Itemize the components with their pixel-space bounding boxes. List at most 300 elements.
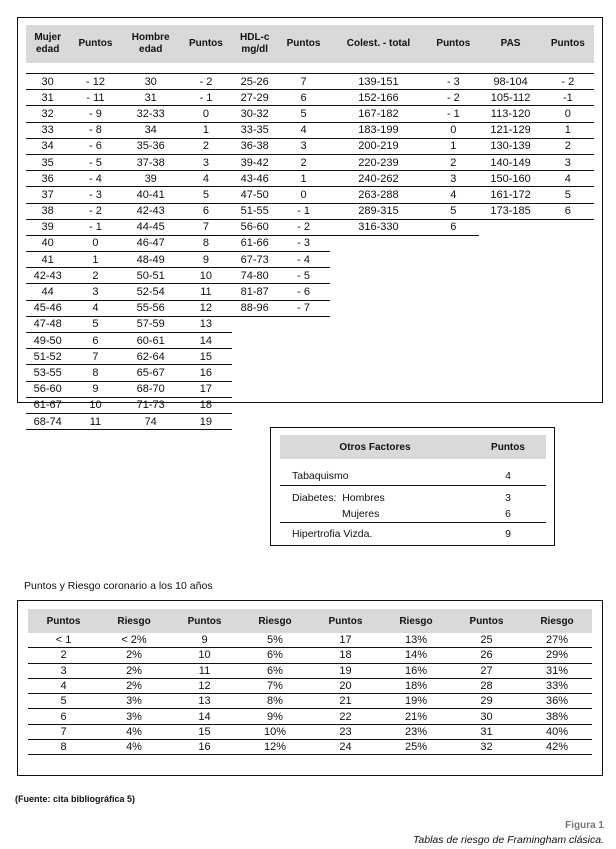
table-cell: 105-112 [479,90,541,106]
table-row [26,365,594,381]
table-cell: - 3 [427,74,479,90]
table-cell: - 3 [277,235,329,251]
table-cell [542,316,594,332]
table-cell [479,300,541,316]
table-cell: 40% [522,724,592,739]
table-cell: 0 [69,235,121,251]
table-cell: 5 [69,316,121,332]
table-cell [277,365,329,381]
table-cell: 14 [180,333,232,349]
table-cell [330,252,428,268]
table-cell: 56-60 [26,381,69,397]
table-cell: 26 [451,648,522,663]
risk-table-header-cell: Puntos [169,609,240,633]
other-factors-points-header: Puntos [470,435,546,459]
table-cell: 13 [180,316,232,332]
table-cell: 88-96 [232,300,277,316]
table-cell: 3 [180,154,232,170]
table-cell: 27% [522,633,592,648]
table-row [26,138,594,154]
table-cell: 2% [99,663,169,678]
table-cell: 27-29 [232,90,277,106]
table-cell: - 1 [427,106,479,122]
table-cell: 12% [240,740,310,755]
table-cell: 56-60 [232,219,277,235]
table-row [28,633,592,648]
table-cell [232,316,277,332]
table-cell: 6 [28,709,99,724]
table-cell: 30 [122,74,180,90]
table-cell: 7% [240,678,310,693]
table-cell: 19 [310,663,381,678]
table-cell: 39 [122,171,180,187]
points-table-header-cell: PAS [479,25,541,63]
table-cell [479,235,541,251]
table-cell: 2 [69,268,121,284]
table-cell: - 9 [69,106,121,122]
table-cell: 49-50 [26,333,69,349]
risk-table-header-cell: Riesgo [240,609,310,633]
points-table-header-cell: Hombre edad [122,25,180,63]
table-cell: 98-104 [479,74,541,90]
table-cell [542,349,594,365]
table-cell: 7 [28,724,99,739]
table-cell: 4 [28,678,99,693]
table-cell: 2 [277,154,329,170]
hipertrofia-points: 9 [505,528,511,540]
table-cell [479,381,541,397]
table-row [28,740,592,755]
table-cell: 316-330 [330,219,428,235]
table-cell: 18 [180,397,232,413]
table-cell: 4 [542,171,594,187]
table-cell [330,333,428,349]
table-cell: 5 [542,187,594,203]
table-cell: 13% [381,633,451,648]
table-row [28,724,592,739]
table-cell: 2 [180,138,232,154]
table-row [26,187,594,203]
table-cell: 33% [522,678,592,693]
table-cell [427,381,479,397]
table-cell [427,333,479,349]
table-cell [330,397,428,413]
table-cell: 5 [427,203,479,219]
table-cell: 3 [28,663,99,678]
table-cell: 140-149 [479,154,541,170]
table-cell: 150-160 [479,171,541,187]
table-cell: 61-67 [26,397,69,413]
table-cell: 4% [99,724,169,739]
table-cell: 121-129 [479,122,541,138]
table-cell [542,284,594,300]
table-cell [427,365,479,381]
table-cell [479,349,541,365]
table-cell: 3% [99,694,169,709]
table-cell [277,316,329,332]
table-cell: 10 [169,648,240,663]
table-cell: 4 [69,300,121,316]
table-cell: 68-70 [122,381,180,397]
table-cell: 24 [310,740,381,755]
other-factors-table [280,435,546,545]
table-row [26,381,594,397]
table-cell: 48-49 [122,252,180,268]
table-cell [479,219,541,235]
table-cell: 240-262 [330,171,428,187]
table-cell: 14% [381,648,451,663]
table-cell: 2 [427,154,479,170]
table-cell: 10% [240,724,310,739]
table-cell [479,333,541,349]
table-cell [427,252,479,268]
table-cell: 41 [26,252,69,268]
risk-table-header-cell: Riesgo [99,609,169,633]
table-cell: - 1 [277,203,329,219]
table-cell: 31% [522,663,592,678]
table-cell: 23 [310,724,381,739]
table-cell: 57-59 [122,316,180,332]
table-cell: 32-33 [122,106,180,122]
table-cell: 6 [427,219,479,235]
diabetes-women-label: Mujeres [342,508,380,520]
table-cell: 6% [240,663,310,678]
table-cell: 1 [69,252,121,268]
table-cell: 81-87 [232,284,277,300]
table-cell [479,365,541,381]
table-cell: 5 [277,106,329,122]
table-cell: 8 [28,740,99,755]
table-cell [542,268,594,284]
table-cell: 42-43 [26,268,69,284]
table-cell: 29 [451,694,522,709]
table-cell: 5 [180,187,232,203]
points-table-header-cell: Puntos [427,25,479,63]
table-cell [330,365,428,381]
table-cell: 2 [28,648,99,663]
risk-table-header-cell: Puntos [310,609,381,633]
table-cell: - 2 [180,74,232,90]
diabetes-men-label: Diabetes: Hombres [292,492,385,504]
table-cell: 53-55 [26,365,69,381]
table-cell: 3% [99,709,169,724]
table-cell: 1 [277,171,329,187]
table-cell [427,300,479,316]
table-cell: 33 [26,122,69,138]
table-row [26,90,594,106]
table-cell [542,333,594,349]
table-cell [542,381,594,397]
table-cell: -1 [542,90,594,106]
table-cell: 25-26 [232,74,277,90]
table-cell: 28 [451,678,522,693]
table-cell: 36-38 [232,138,277,154]
table-cell: 2 [542,138,594,154]
table-cell: 7 [180,219,232,235]
table-cell: 30-32 [232,106,277,122]
table-cell: 6 [542,203,594,219]
table-cell: 15 [169,724,240,739]
table-cell: 5 [28,694,99,709]
table-row [26,235,594,251]
table-cell: 17 [180,381,232,397]
table-cell: - 1 [69,219,121,235]
table-cell: 27 [451,663,522,678]
table-cell: - 4 [69,171,121,187]
table-cell: - 6 [277,284,329,300]
table-cell: 0 [180,106,232,122]
table-cell: 4% [99,740,169,755]
table-cell: 40 [26,235,69,251]
table-cell: 6 [277,90,329,106]
table-cell: 47-50 [232,187,277,203]
table-cell: 33-35 [232,122,277,138]
table-cell: 7 [69,349,121,365]
table-cell [277,349,329,365]
table-cell [427,316,479,332]
table-cell [330,235,428,251]
table-cell: 0 [277,187,329,203]
table-cell [479,252,541,268]
table-cell: 4 [277,122,329,138]
table-row [26,284,594,300]
table-cell: 2% [99,648,169,663]
table-cell: 2% [99,678,169,693]
table-cell: 45-46 [26,300,69,316]
table-cell: 37 [26,187,69,203]
diabetes-women-points: 6 [505,508,511,520]
table-cell: 9 [180,252,232,268]
table-cell: 51-55 [232,203,277,219]
table-cell: 74-80 [232,268,277,284]
table-row [26,333,594,349]
table-cell: 21 [310,694,381,709]
diabetes-men-points: 3 [505,492,511,504]
table-row [26,397,594,413]
table-cell: 14 [169,709,240,724]
risk-table-header-cell: Riesgo [381,609,451,633]
table-cell [330,349,428,365]
table-cell [542,252,594,268]
table-cell: 167-182 [330,106,428,122]
points-table [26,25,594,430]
table-cell: 6% [240,648,310,663]
table-cell: 55-56 [122,300,180,316]
table-cell: 10 [69,397,121,413]
table-cell: 39-42 [232,154,277,170]
table-cell: 1 [180,122,232,138]
table-cell: 16 [180,365,232,381]
table-cell: < 2% [99,633,169,648]
risk-table-header-cell: Riesgo [522,609,592,633]
table-cell: 200-219 [330,138,428,154]
points-table-header [26,25,594,63]
table-cell: - 1 [180,90,232,106]
table-cell: 61-66 [232,235,277,251]
table-cell: 31 [451,724,522,739]
table-cell: 1 [427,138,479,154]
table-cell: 50-51 [122,268,180,284]
table-cell: 4 [180,171,232,187]
table-cell [330,381,428,397]
table-cell: 34 [122,122,180,138]
table-cell: 71-73 [122,397,180,413]
other-factors-header: Otros Factores [280,435,470,459]
table-cell: 130-139 [479,138,541,154]
table-cell: 9 [69,381,121,397]
table-cell [330,268,428,284]
table-cell: < 1 [28,633,99,648]
table-cell [542,235,594,251]
table-cell: 8% [240,694,310,709]
table-cell: 20 [310,678,381,693]
table-cell [232,349,277,365]
points-table-header-cell: Puntos [542,25,594,63]
table-cell: 31 [122,90,180,106]
table-cell: 38% [522,709,592,724]
table-cell: 19 [180,413,232,429]
table-cell: 29% [522,648,592,663]
table-cell: 46-47 [122,235,180,251]
table-cell: - 2 [69,203,121,219]
source-note: (Fuente: cita bibliográfica 5) [15,794,136,804]
table-cell [277,381,329,397]
table-cell: 34 [26,138,69,154]
table-cell: 9% [240,709,310,724]
table-cell: - 11 [69,90,121,106]
table-row [26,349,594,365]
table-cell: 12 [169,678,240,693]
table-cell: 60-61 [122,333,180,349]
table-cell: 36 [26,171,69,187]
table-cell: 15 [180,349,232,365]
table-cell: 67-73 [232,252,277,268]
table-cell: 6 [69,333,121,349]
risk-table-header-cell: Puntos [451,609,522,633]
table-cell: 74 [122,413,180,429]
table-cell: 22 [310,709,381,724]
table-cell [542,365,594,381]
table-cell: 38 [26,203,69,219]
table-cell: 9 [169,633,240,648]
table-cell: 183-199 [330,122,428,138]
table-cell: 6 [180,203,232,219]
table-cell [330,284,428,300]
table-cell: 161-172 [479,187,541,203]
table-cell: 5% [240,633,310,648]
table-row [26,252,594,268]
table-cell: 19% [381,694,451,709]
risk-table-header [28,609,592,633]
table-cell: 3 [542,154,594,170]
table-cell [232,381,277,397]
table-cell: 68-74 [26,413,69,429]
table-cell: 30 [451,709,522,724]
table-cell: - 4 [277,252,329,268]
table-cell: 35 [26,154,69,170]
points-table-header-cell: HDL-c mg/dl [232,25,277,63]
table-cell: 11 [69,413,121,429]
table-cell: 1 [542,122,594,138]
table-cell [277,397,329,413]
table-cell: 42% [522,740,592,755]
table-cell: 12 [180,300,232,316]
table-row [28,694,592,709]
table-cell [427,349,479,365]
table-cell: 44 [26,284,69,300]
table-row [28,663,592,678]
table-cell: 139-151 [330,74,428,90]
table-row [26,171,594,187]
table-cell: 32 [451,740,522,755]
table-cell: 18% [381,678,451,693]
table-row [26,74,594,90]
table-cell: 289-315 [330,203,428,219]
risk-table-header-cell: Puntos [28,609,99,633]
table-cell: 10 [180,268,232,284]
table-cell [232,365,277,381]
table-cell: - 5 [277,268,329,284]
table-cell: 3 [427,171,479,187]
table-cell: 11 [180,284,232,300]
table-row [28,709,592,724]
table-cell: - 8 [69,122,121,138]
table-cell: 23% [381,724,451,739]
table-row [26,203,594,219]
tabaquismo-label: Tabaquismo [292,470,349,482]
other-factors-box [270,427,555,546]
points-table-header-cell: Puntos [180,25,232,63]
table-row [28,648,592,663]
table-cell: 11 [169,663,240,678]
table-cell: 0 [542,106,594,122]
table-cell: 31 [26,90,69,106]
table-cell: 3 [69,284,121,300]
table-cell: 8 [69,365,121,381]
table-cell: 30 [26,74,69,90]
table-row [26,122,594,138]
table-cell: 65-67 [122,365,180,381]
table-cell: 42-43 [122,203,180,219]
table-row [26,268,594,284]
table-cell: 3 [277,138,329,154]
table-row [26,106,594,122]
table-cell [479,316,541,332]
table-cell: 152-166 [330,90,428,106]
table-cell: 36% [522,694,592,709]
table-cell: 4 [427,187,479,203]
table-cell [427,235,479,251]
table-row [26,316,594,332]
table-cell [542,219,594,235]
table-cell: - 2 [427,90,479,106]
table-cell: 44-45 [122,219,180,235]
hipertrofia-label: Hipertrofia Vizda. [292,528,373,540]
tabaquismo-points: 4 [505,470,511,482]
table-cell [479,268,541,284]
table-cell: 18 [310,648,381,663]
table-cell [479,397,541,413]
points-table-header-cell: Colest. - total [330,25,428,63]
table-cell: 47-48 [26,316,69,332]
table-cell: 7 [277,74,329,90]
table-cell [427,397,479,413]
points-table-box [17,17,603,428]
risk-table-box [17,600,603,776]
table-cell [427,268,479,284]
table-cell [427,284,479,300]
table-cell [232,333,277,349]
